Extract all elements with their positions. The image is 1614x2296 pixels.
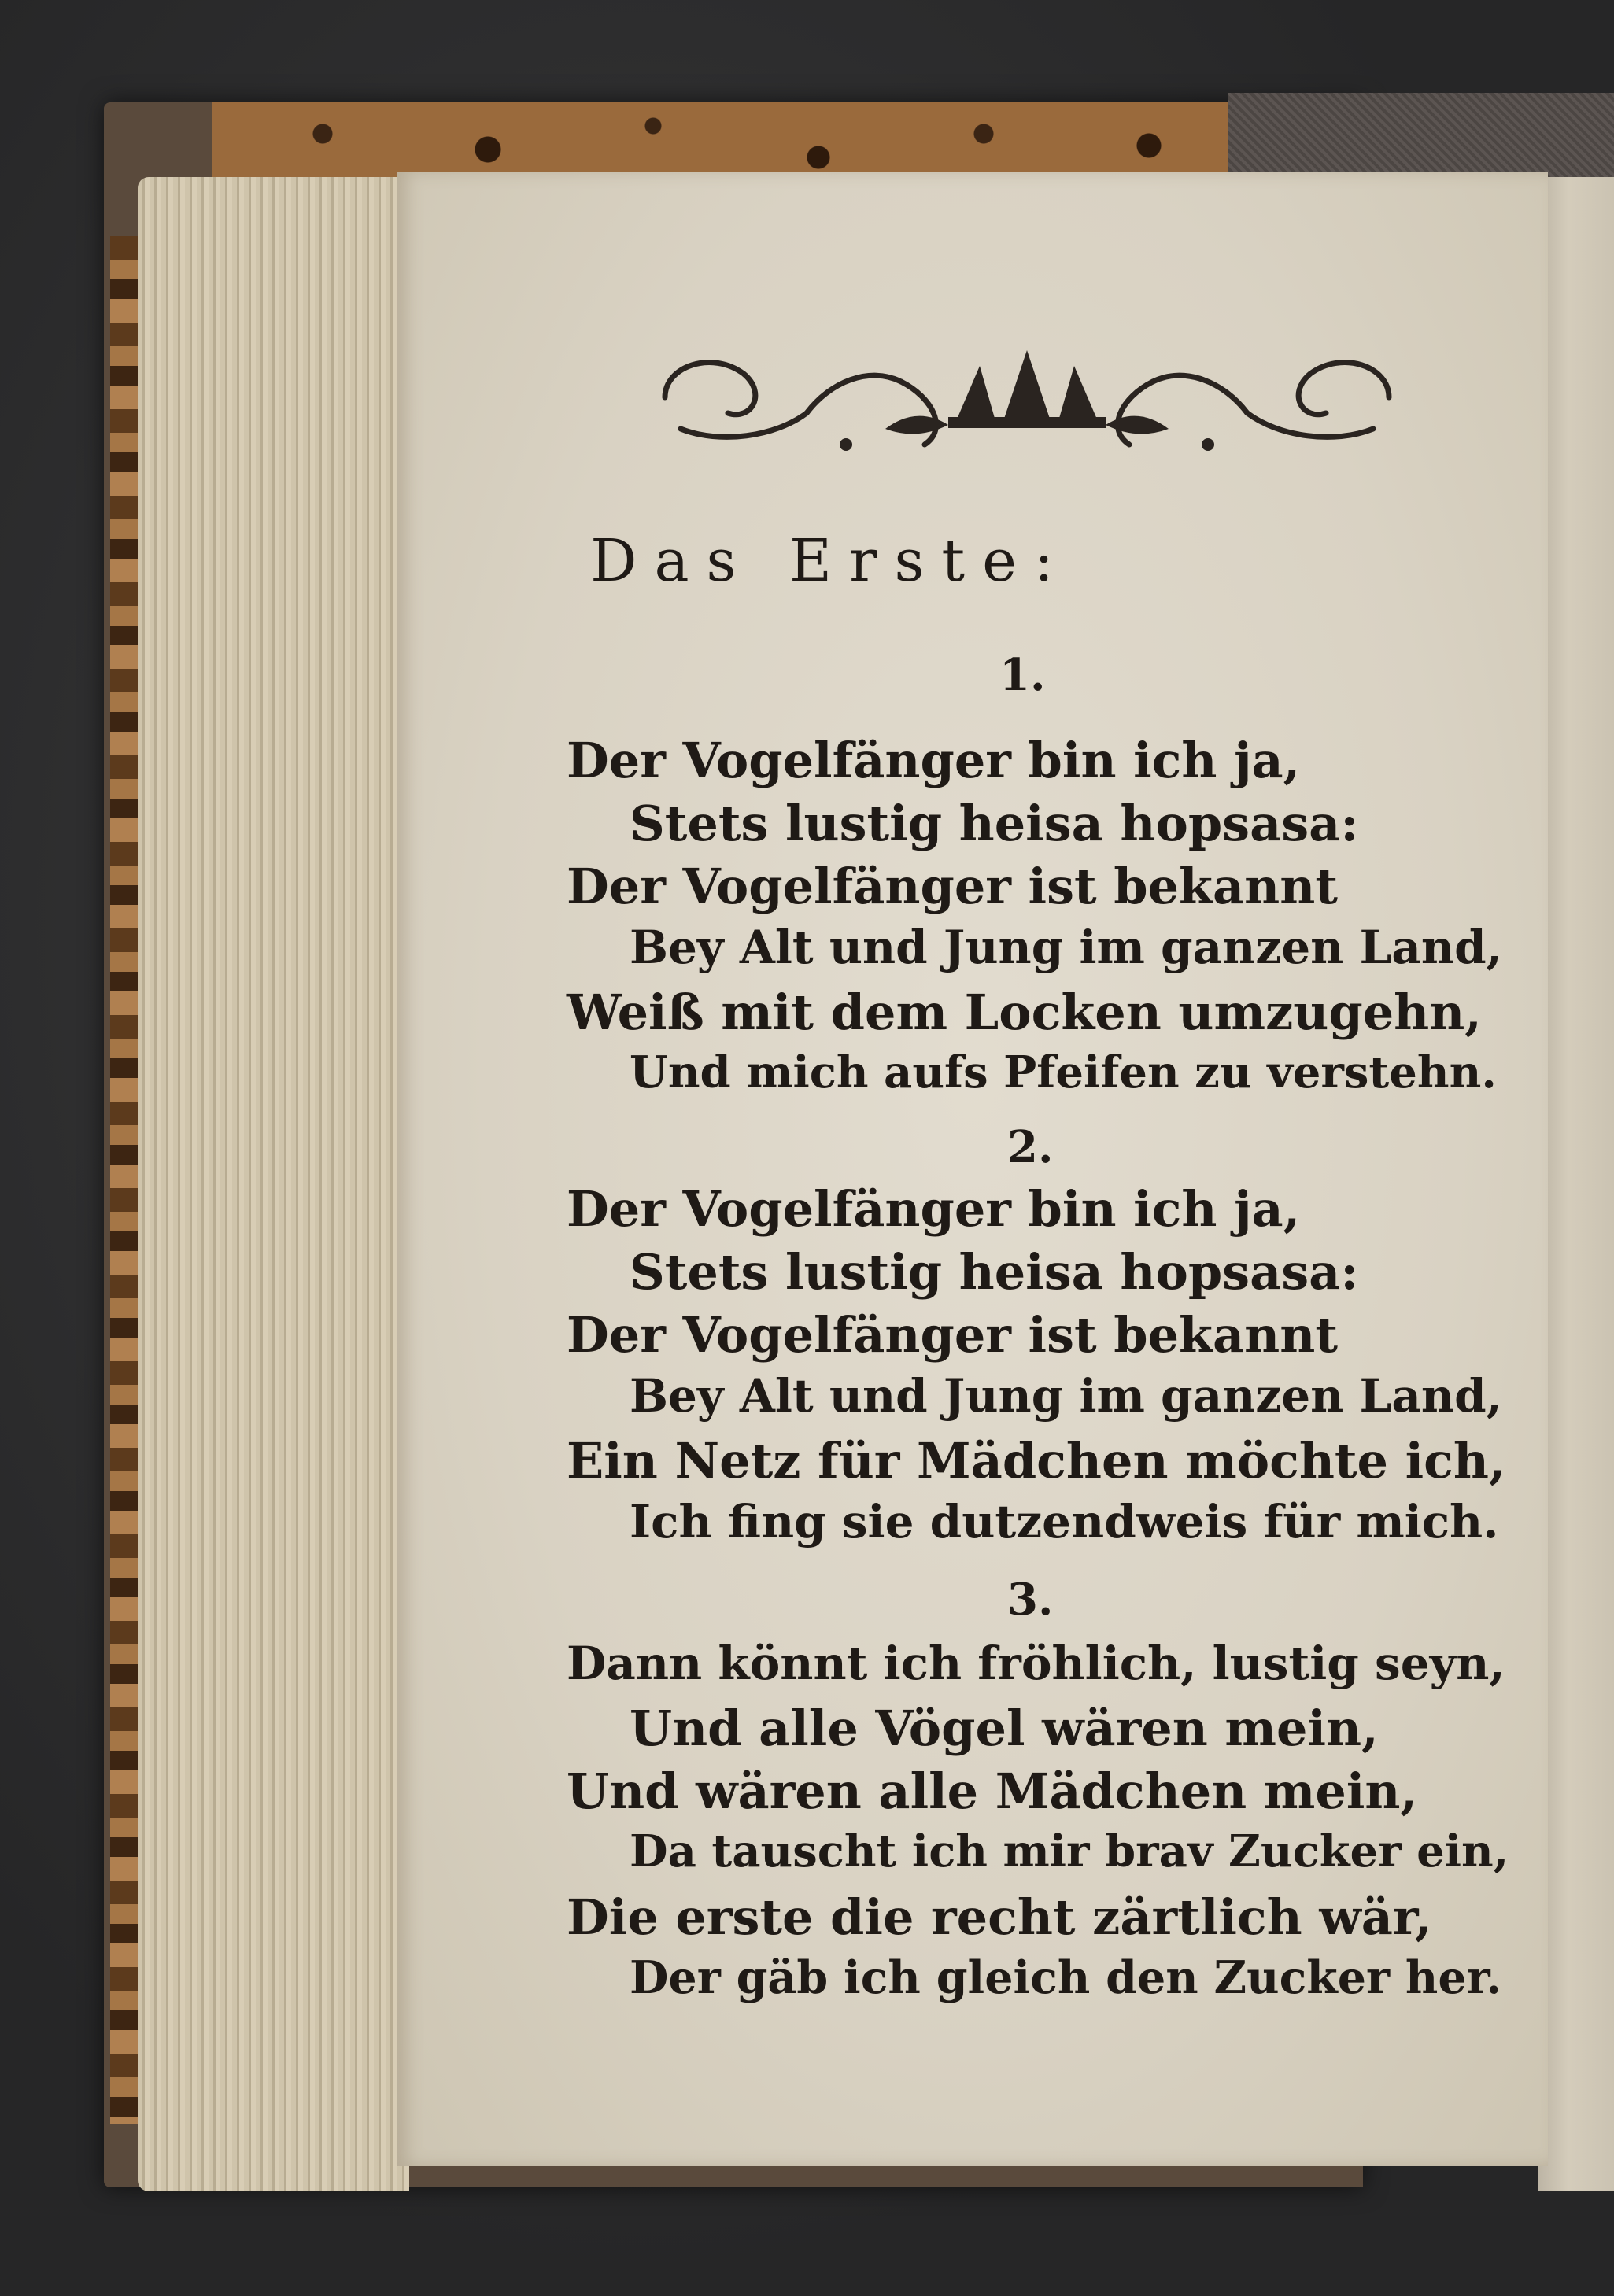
page-title: Das Erste: xyxy=(590,527,1071,595)
verse-line: Stets lustig heisa hopsasa: xyxy=(630,1243,1359,1301)
verse-line: Weiß mit dem Locken umzugehn, xyxy=(567,984,1482,1041)
verse-line: Und wären alle Mädchen mein, xyxy=(567,1763,1418,1820)
headpiece-ornament xyxy=(649,334,1405,468)
verse-number: 2. xyxy=(1007,1121,1054,1173)
facing-page-edge xyxy=(1538,177,1614,2191)
verse-number: 1. xyxy=(999,649,1046,701)
verse-line: Stets lustig heisa hopsasa: xyxy=(630,795,1359,852)
verse-line: Ich fing sie dutzendweis für mich. xyxy=(630,1495,1499,1549)
page-block-edges xyxy=(138,177,409,2191)
verse-line: Bey Alt und Jung im ganzen Land, xyxy=(630,921,1502,974)
marbled-cover-top xyxy=(212,102,1314,181)
cloth-spine xyxy=(1228,93,1614,183)
verse-line: Dann könnt ich fröhlich, lustig seyn, xyxy=(567,1637,1505,1690)
verse-line: Da tauscht ich mir brav Zucker ein, xyxy=(630,1825,1509,1877)
verse-line: Und mich aufs Pfeifen zu verstehn. xyxy=(630,1046,1497,1098)
verse-line: Und alle Vögel wären mein, xyxy=(630,1700,1379,1757)
verse-line: Bey Alt und Jung im ganzen Land, xyxy=(630,1369,1502,1423)
verse-line: Ein Netz für Mädchen möchte ich, xyxy=(567,1432,1506,1489)
verse-line: Der Vogelfänger bin ich ja, xyxy=(567,732,1301,789)
verse-line: Der Vogelfänger ist bekannt xyxy=(567,1306,1338,1364)
verse-line: Der Vogelfänger bin ich ja, xyxy=(567,1180,1301,1238)
verse-number: 3. xyxy=(1007,1574,1054,1626)
verse-line: Die erste die recht zärtlich wär, xyxy=(567,1888,1432,1946)
verse-line: Der gäb ich gleich den Zucker her. xyxy=(630,1951,1502,2004)
verse-line: Der Vogelfänger ist bekannt xyxy=(567,858,1338,915)
